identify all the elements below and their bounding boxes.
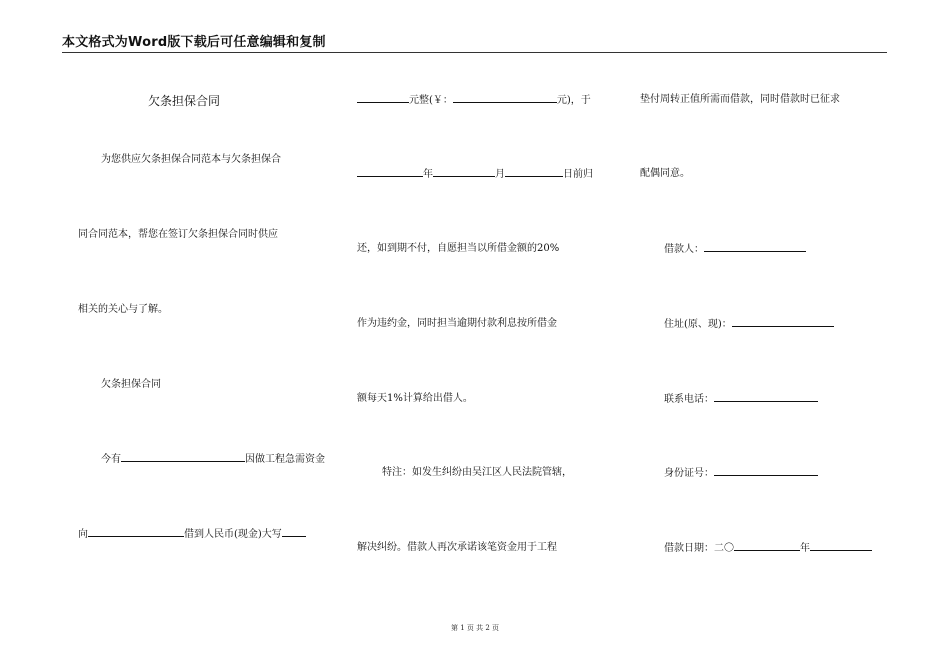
- paragraph-line: [78, 527, 306, 542]
- contract-heading: 欠条担保合同: [101, 379, 161, 390]
- fill-in-blank: [453, 93, 557, 103]
- id-number-field: [664, 466, 818, 481]
- fill-in-blank: [704, 242, 806, 252]
- paragraph-line: 同合同范本，帮您在签订欠条担保合同时供应: [78, 229, 278, 240]
- field-label: 年: [800, 543, 810, 554]
- loan-date-field: [664, 541, 872, 556]
- paragraph-line: [357, 167, 593, 182]
- document-header: 本文格式为Word版下载后可任意编辑和复制: [62, 35, 326, 50]
- fill-in-blank: [714, 466, 818, 476]
- paragraph-line: 相关的关心与了解。: [78, 304, 168, 315]
- fill-in-blank: [810, 541, 872, 551]
- field-label: 住址(原、现)：: [664, 319, 732, 330]
- paragraph-line: 额每天1%计算给出借人。: [357, 393, 473, 404]
- line-text: 向: [78, 529, 88, 540]
- fill-in-blank: [734, 541, 800, 551]
- paragraph-line: [357, 93, 591, 108]
- fill-in-blank: [732, 317, 834, 327]
- address-field: [664, 317, 834, 332]
- field-label: 身份证号：: [664, 468, 714, 479]
- paragraph-line: 配偶同意。: [640, 168, 690, 179]
- paragraph-line: 解决纠纷。借款人再次承诺该笔资金用于工程: [357, 542, 557, 553]
- fill-in-blank: [357, 167, 423, 177]
- fill-in-blank: [505, 167, 563, 177]
- borrower-field: [664, 242, 806, 257]
- header-divider: [62, 52, 887, 53]
- paragraph-line: 特注：如发生纠纷由吴江区人民法院管辖，: [382, 467, 572, 478]
- paragraph-line: 垫付周转正值所需而借款，同时借款时已征求: [640, 94, 840, 105]
- field-label: 借款日期：二〇: [664, 543, 734, 554]
- line-text: 月: [495, 169, 505, 180]
- paragraph-line: 为您供应欠条担保合同范本与欠条担保合: [101, 154, 281, 165]
- field-label: 联系电话：: [664, 394, 714, 405]
- fill-in-blank: [88, 527, 184, 537]
- fill-in-blank: [357, 93, 409, 103]
- line-text: 元整(￥：: [409, 95, 453, 106]
- fill-in-blank: [121, 452, 245, 462]
- line-text: 借到人民币(现金)大写: [184, 529, 282, 540]
- paragraph-line: [101, 452, 325, 467]
- line-text: 今有: [101, 454, 121, 465]
- field-label: 借款人：: [664, 244, 704, 255]
- line-text: 日前归: [563, 169, 593, 180]
- line-text: 元)，于: [556, 95, 591, 106]
- fill-in-blank: [433, 167, 495, 177]
- paragraph-line: 还，如到期不付，自愿担当以所借金额的20%: [357, 243, 560, 254]
- line-text: 因做工程急需资金: [245, 454, 325, 465]
- phone-field: [664, 392, 818, 407]
- line-text: 年: [423, 169, 433, 180]
- paragraph-line: 作为违约金，同时担当逾期付款利息按所借金: [357, 318, 557, 329]
- page-number: 第 1 页 共 2 页: [450, 624, 500, 632]
- document-title: 欠条担保合同: [148, 94, 221, 108]
- fill-in-blank: [714, 392, 818, 402]
- fill-in-blank: [282, 527, 306, 537]
